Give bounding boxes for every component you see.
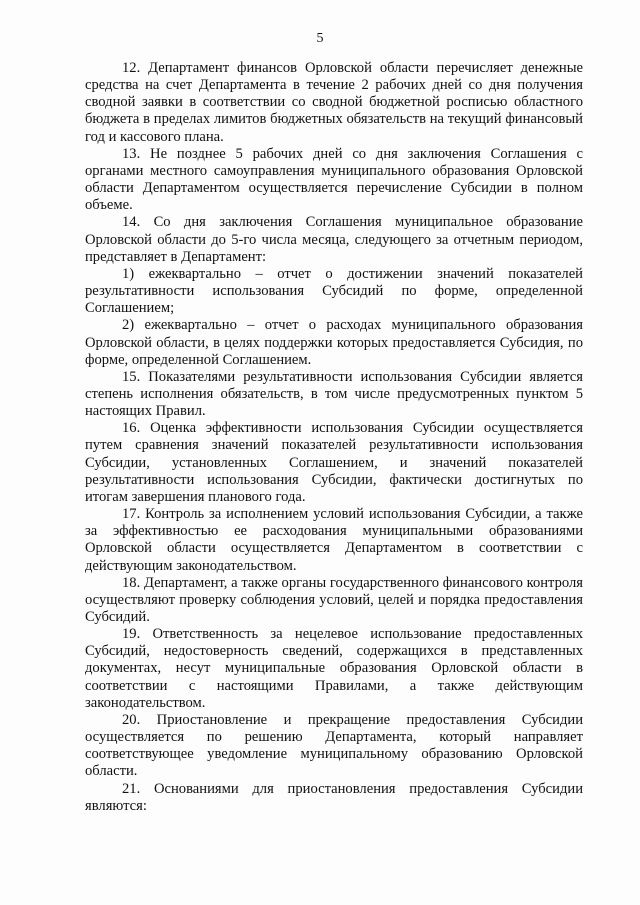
page-number: 5 xyxy=(316,31,324,46)
paragraph-12: 12. Департамент финансов Орловской области перечисляет денежные средства на счет Департамента в течение 2 рабочих дней со дня получения сводной заявки в соответствии со сводной бюджетной росписью областного бюджета в пределах лимитов бюджетных обязательств на текущий финансовый год и кассового плана. xyxy=(85,60,583,145)
paragraph-14-item-1: 1) ежеквартально – отчет о достижении значений показателей результативности использования Субсидий по форме, определенной Соглашением; xyxy=(85,265,583,317)
paragraph-20: 20. Приостановление и прекращение предоставления Субсидии осуществляется по решению Департамента, который направляет соответствующее уведомление муниципальному образованию Орловской области. xyxy=(85,711,583,780)
paragraph-15: 15. Показателями результативности использования Субсидии является степень исполнения обязательств, в том числе предусмотренных пунктом 5 настоящих Правил. xyxy=(85,368,583,420)
paragraph-17: 17. Контроль за исполнением условий использования Субсидии, а также за эффективностью ее расходования муниципальными образованиями Орловской области осуществляется Департаментом в соответствии с действующим законодательством. xyxy=(85,506,583,574)
paragraph-14: 14. Со дня заключения Соглашения муниципальное образование Орловской области до 5-го числа месяца, следующего за отчетным периодом, представляет в Департамент: xyxy=(85,214,583,265)
paragraph-21: 21. Основаниями для приостановления предоставления Субсидии являются: xyxy=(85,780,583,814)
paragraph-18: 18. Департамент, а также органы государственного финансового контроля осуществляют проверку соблюдения условий, целей и порядка предоставления Субсидий. xyxy=(85,574,583,625)
paragraph-19: 19. Ответственность за нецелевое использование предоставленных Субсидий, недостоверность сведений, содержащихся в представленных документах, несут муниципальные образования Орловской области в соответствии с настоящими Правилами, а также действующим законодательством. xyxy=(85,626,583,711)
document-body xyxy=(85,60,583,815)
paragraph-16: 16. Оценка эффективности использования Субсидии осуществляется путем сравнения значений показателей результативности использования Субсидии, установленных Соглашением, и значений показателей результативности использования Субсидии, фактически достигнутых по итогам завершения планового года. xyxy=(85,420,583,505)
paragraph-14-item-2: 2) ежеквартально – отчет о расходах муниципального образования Орловской области, в целях поддержки которых предоставляется Субсидия, по форме, определенной Соглашением. xyxy=(85,317,583,368)
paragraph-13: 13. Не позднее 5 рабочих дней со дня заключения Соглашения с органами местного самоуправления муниципального образования Орловской области Департаментом осуществляется перечисление Субсидии в полном объеме. xyxy=(85,145,583,214)
